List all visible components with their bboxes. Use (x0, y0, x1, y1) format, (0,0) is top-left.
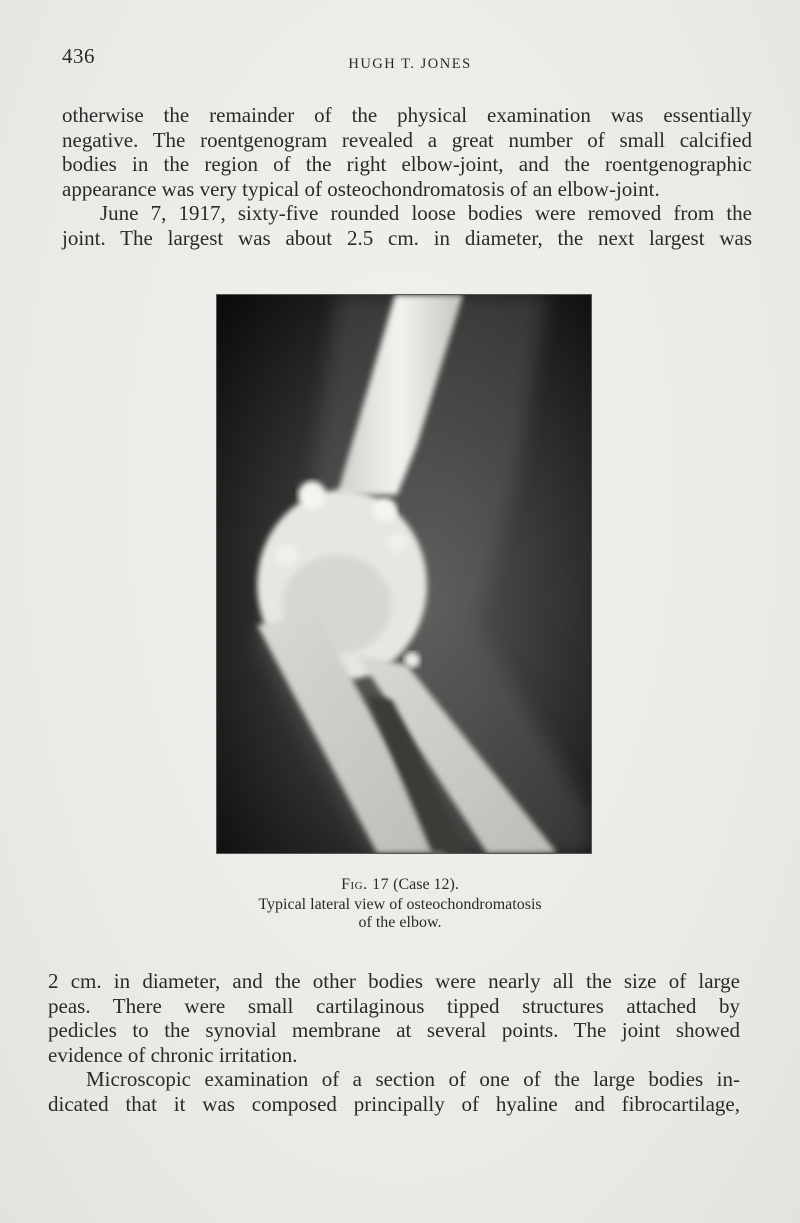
text-line: negative. The roentgenogram revealed a great number of small calcified (62, 127, 752, 152)
caption-line: of the elbow. (358, 914, 442, 931)
paragraph-2 (62, 201, 752, 250)
running-head: HUGH T. JONES (348, 56, 472, 72)
caption-line: Typical lateral view of osteochondromatosis (258, 896, 542, 913)
text-line: June 7, 1917, sixty-five rounded loose bodies were removed from the (100, 201, 752, 225)
text-line: 2 cm. in diameter, and the other bodies were nearly all the size of large (48, 969, 740, 993)
text-line: evidence of chronic irritation. (48, 1042, 298, 1067)
figure-caption (200, 896, 600, 932)
paragraph-4 (48, 1067, 740, 1116)
text-line: pedicles to the synovial membrane at several points. The joint showed (48, 1018, 740, 1042)
text-line: peas. There were small cartilaginous tipped structures attached by (48, 993, 740, 1018)
paragraph-3 (48, 969, 740, 1067)
text-line: appearance was very typical of osteochondromatosis of an elbow-joint. (62, 176, 660, 201)
xray-figure (216, 294, 592, 854)
text-line: otherwise the remainder of the physical examination was essentially (62, 103, 752, 127)
text-line: Microscopic examination of a section of one of the large bodies in- (86, 1067, 740, 1091)
text-line: dicated that it was composed principally of hyaline and fibrocartilage, (48, 1091, 740, 1116)
figure-label (200, 876, 600, 894)
elbow-xray-image (217, 295, 591, 853)
figure-case: (Case 12). (393, 876, 459, 893)
page-number: 436 (62, 44, 95, 68)
text-line: joint. The largest was about 2.5 cm. in diameter, the next largest was (62, 225, 752, 250)
paragraph-1 (62, 103, 752, 201)
text-line: bodies in the region of the right elbow-joint, and the roentgenographic (62, 152, 752, 176)
figure-number: Fig. 17 (341, 876, 390, 893)
